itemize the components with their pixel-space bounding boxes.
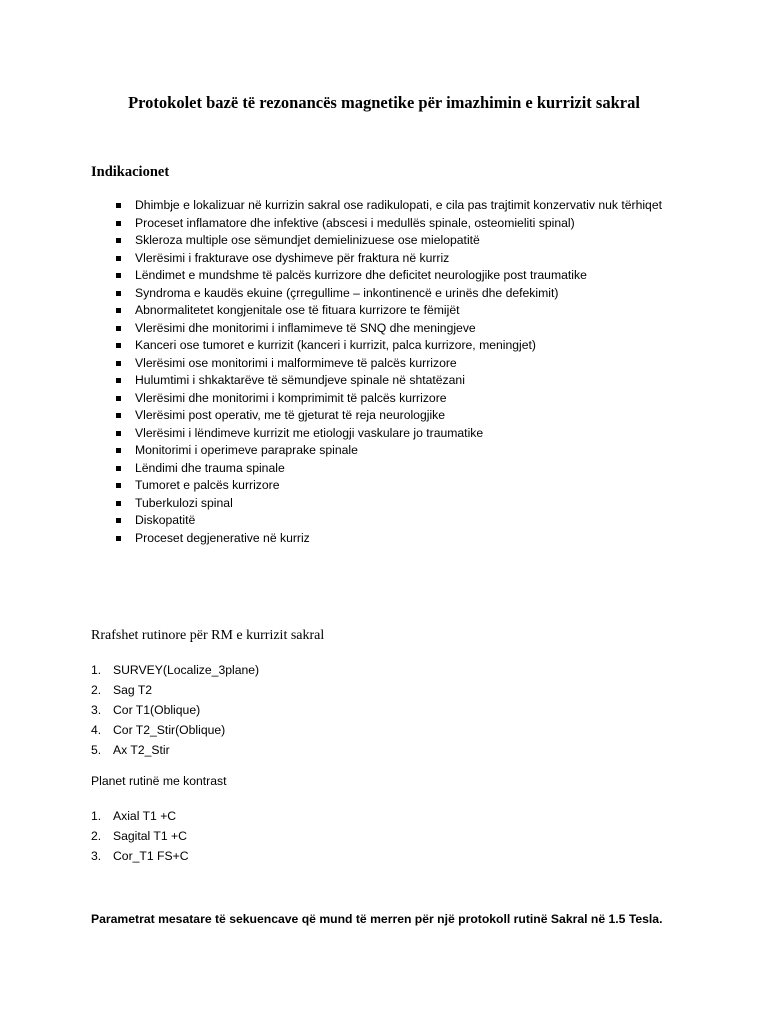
indication-item: Tuberkulozi spinal — [116, 495, 676, 513]
contrast-planes-list — [91, 806, 189, 866]
indication-item: Vlerësimi i frakturave ose dyshimeve për fraktura në kurriz — [116, 250, 676, 268]
routine-plane-item — [91, 720, 259, 740]
indication-item: Lëndimet e mundshme të palcës kurrizore dhe deficitet neurologjike post traumatike — [116, 267, 676, 285]
routine-planes-heading: Rrafshet rutinore për RM e kurrizit sakral — [91, 628, 325, 643]
item-number: 1. — [91, 663, 102, 677]
item-number: 4. — [91, 723, 102, 737]
item-text: Ax T2_Stir — [113, 743, 170, 757]
indication-item: Vlerësimi dhe monitorimi i inflamimeve të SNQ dhe meningjeve — [116, 320, 676, 338]
routine-plane-item — [91, 740, 259, 760]
indication-item: Vlerësimi i lëndimeve kurrizit me etiologji vaskulare jo traumatike — [116, 425, 676, 443]
item-text: Axial T1 +C — [113, 809, 177, 823]
item-number: 1. — [91, 809, 102, 823]
indication-item: Diskopatitë — [116, 512, 676, 530]
indications-list — [116, 197, 676, 547]
indication-item: Vlerësimi post operativ, me të gjeturat të reja neurologjike — [116, 407, 676, 425]
indication-item: Vlerësimi ose monitorimi i malformimeve të palcës kurrizore — [116, 355, 676, 373]
item-text: SURVEY(Localize_3plane) — [113, 663, 260, 677]
routine-plane-item — [91, 700, 259, 720]
contrast-plane-item — [91, 846, 189, 866]
indication-item: Vlerësimi dhe monitorimi i komprimimit të palcës kurrizore — [116, 390, 676, 408]
indication-item: Proceset inflamatore dhe infektive (abscesi i medullës spinale, osteomieliti spinal) — [116, 215, 676, 233]
item-text: Sag T2 — [113, 683, 153, 697]
contrast-plane-item — [91, 826, 189, 846]
item-number: 2. — [91, 683, 102, 697]
indication-item: Monitorimi i operimeve paraprake spinale — [116, 442, 676, 460]
document-title: Protokolet bazë të rezonancës magnetike për imazhimin e kurrizit sakral — [128, 93, 640, 112]
contrast-planes-heading: Planet rutinë me kontrast — [91, 774, 227, 788]
item-text: Sagital T1 +C — [113, 829, 187, 843]
routine-planes-list — [91, 660, 259, 760]
item-number: 3. — [91, 849, 102, 863]
item-text: Cor T2_Stir(Oblique) — [113, 723, 226, 737]
indication-item: Tumoret e palcës kurrizore — [116, 477, 676, 495]
item-text: Cor_T1 FS+C — [113, 849, 189, 863]
indication-item: Abnormalitetet kongjenitale ose të fituara kurrizore te fëmijët — [116, 302, 676, 320]
indication-item: Lëndimi dhe trauma spinale — [116, 460, 676, 478]
routine-plane-item — [91, 680, 259, 700]
indication-item: Proceset degjenerative në kurriz — [116, 530, 676, 548]
item-text: Cor T1(Oblique) — [113, 703, 201, 717]
indication-item: Kanceri ose tumoret e kurrizit (kanceri i kurrizit, palca kurrizore, meningjet) — [116, 337, 676, 355]
indications-heading: Indikacionet — [91, 164, 170, 180]
item-number: 2. — [91, 829, 102, 843]
item-number: 5. — [91, 743, 102, 757]
contrast-plane-item — [91, 806, 189, 826]
routine-plane-item — [91, 660, 259, 680]
indication-item: Syndroma e kaudës ekuine (çrregullime – inkontinencë e urinës dhe defekimit) — [116, 285, 676, 303]
indication-item: Skleroza multiple ose sëmundjet demielinizuese ose mielopatitë — [116, 232, 676, 250]
indication-item: Hulumtimi i shkaktarëve të sëmundjeve spinale në shtatëzani — [116, 372, 676, 390]
indication-item: Dhimbje e lokalizuar në kurrizin sakral ose radikulopati, e cila pas trajtimit konzervativ nuk tërhiqet — [116, 197, 676, 215]
parameters-statement: Parametrat mesatare të sekuencave që mund të merren për një protokoll rutinë Sakral në 1.5 Tesla. — [91, 912, 663, 926]
item-number: 3. — [91, 703, 102, 717]
